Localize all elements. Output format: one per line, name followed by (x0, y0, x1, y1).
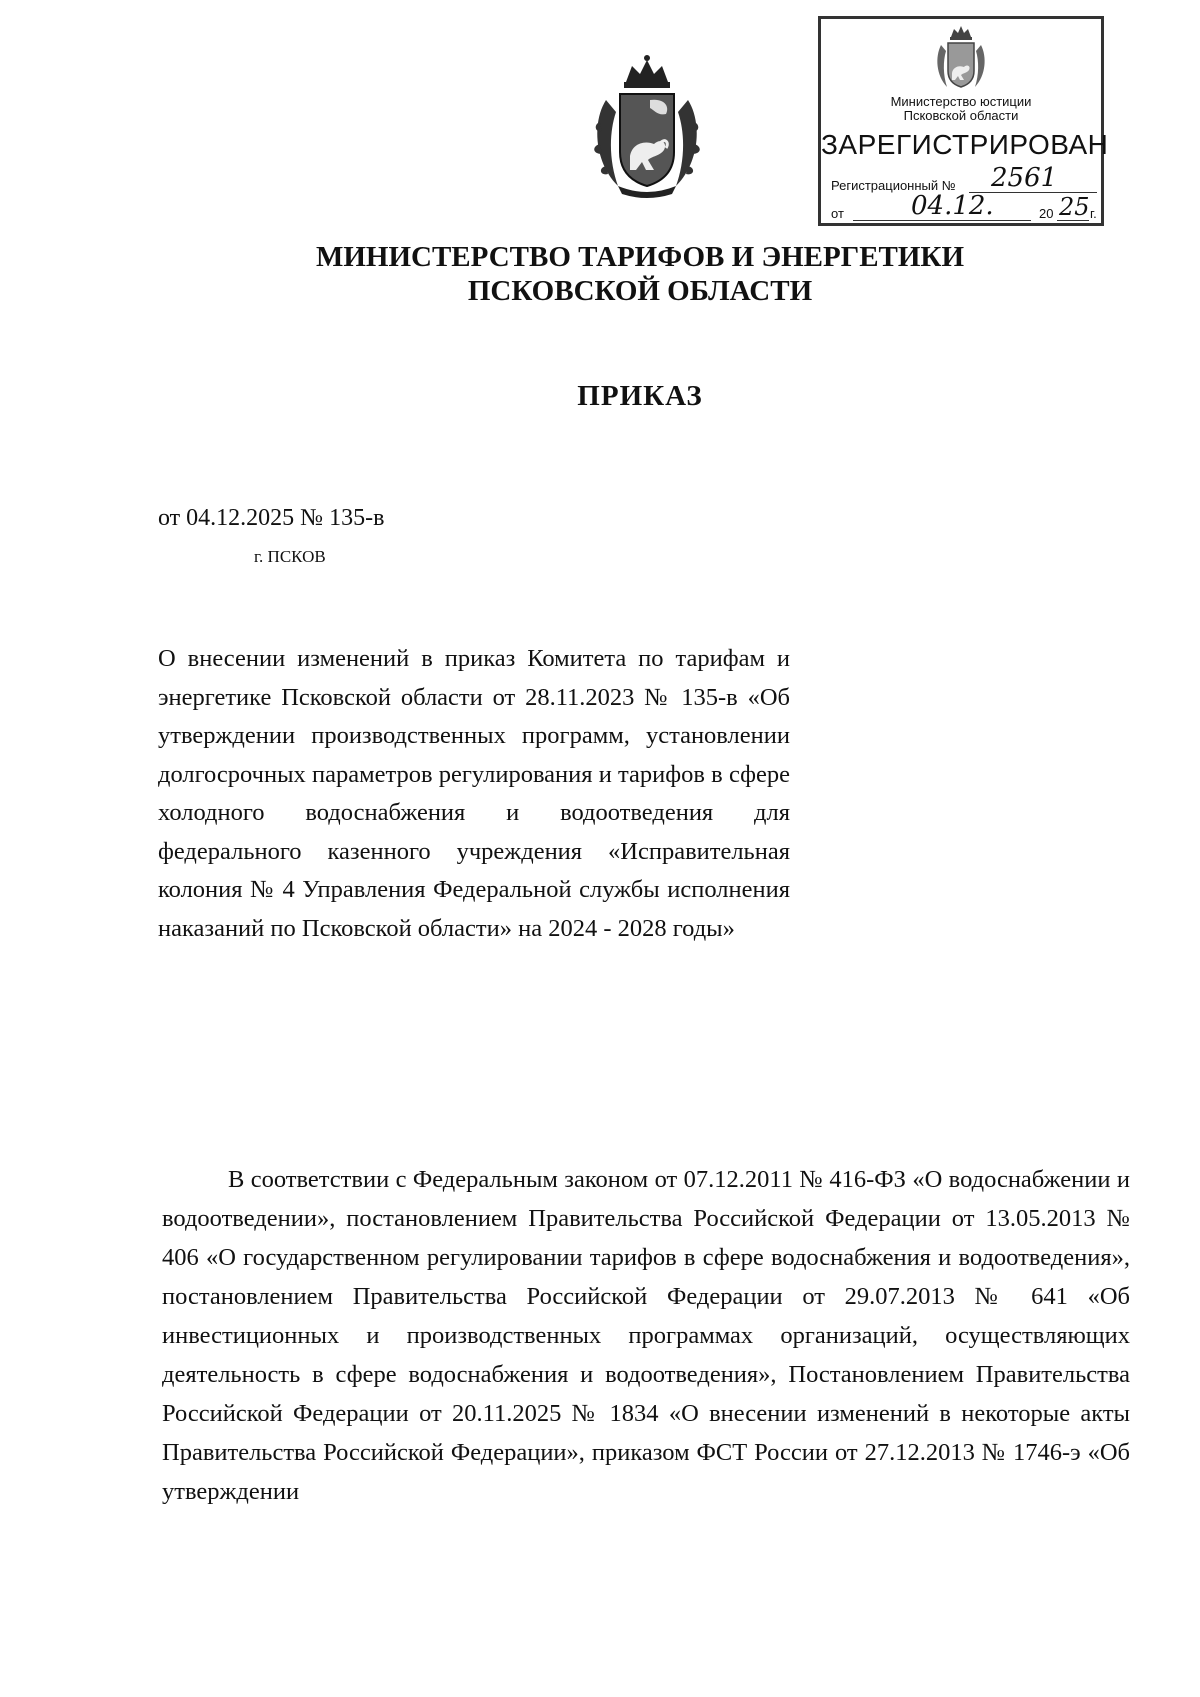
stamp-region-line: Псковской области (903, 108, 1019, 123)
stamp-reg-label: Регистрационный № (831, 178, 956, 193)
coat-of-arms-icon (588, 52, 706, 202)
ministry-title-line2: ПСКОВСКОЙ ОБЛАСТИ (467, 275, 813, 307)
order-subject: О внесении изменений в приказ Комитета по тарифам и энергетике Псковской области от 28.11.2023 № 135-в «Об утверждении производственных программ, установлении долгосрочных параметров регулирования и тарифов в сфере холодного водоснабжения и водоотведения для федерального казенного учреждения «Исправительная колония № 4 Управления Федеральной службы исполнения наказаний по Псковской области» на 2024 - 2028 годы» (158, 645, 790, 942)
stamp-date-value: 04.12. (911, 191, 994, 221)
stamp-year-value: 25 (1059, 193, 1090, 221)
stamp-reg-number: 2561 (991, 163, 1058, 193)
registration-stamp (818, 16, 1109, 226)
document-type: ПРИКАЗ (577, 380, 703, 412)
stamp-year-prefix: 20 (1039, 206, 1054, 221)
stamp-coat-of-arms-icon (933, 23, 989, 95)
ministry-title-line1: МИНИСТЕРСТВО ТАРИФОВ И ЭНЕРГЕТИКИ (315, 241, 965, 273)
stamp-year-suffix: г. (1090, 206, 1097, 221)
order-number: от 04.12.2025 № 135-в (158, 505, 385, 531)
ministry-title (200, 240, 1080, 308)
stamp-status: ЗАРЕГИСТРИРОВАН (821, 129, 1109, 160)
stamp-date-row (831, 191, 1097, 223)
stamp-date-prefix: от (831, 206, 844, 221)
stamp-ministry-line: Министерство юстиции (890, 94, 1032, 109)
city: г. ПСКОВ (254, 547, 326, 566)
body-paragraph: В соответствии с Федеральным законом от 07.12.2011 № 416-ФЗ «О водоснабжении и водоотведении», постановлением Правительства Российской Федерации от 13.05.2013 № 406 «О государственном регулировании тарифов в сфере водоснабжения и водоотведения», постановлением Правительства Российской Федерации от 29.07.2013 № 641 «Об инвестиционных и производственных программах организаций, осуществляющих деятельность в сфере водоснабжения и водоотведения», Постановлением Правительства Российской Федерации от 20.11.2025 № 1834 «О внесении изменений в некоторые акты Правительства Российской Федерации», приказом ФСТ России от 27.12.2013 № 1746-э «Об утверждении (162, 1166, 1130, 1505)
